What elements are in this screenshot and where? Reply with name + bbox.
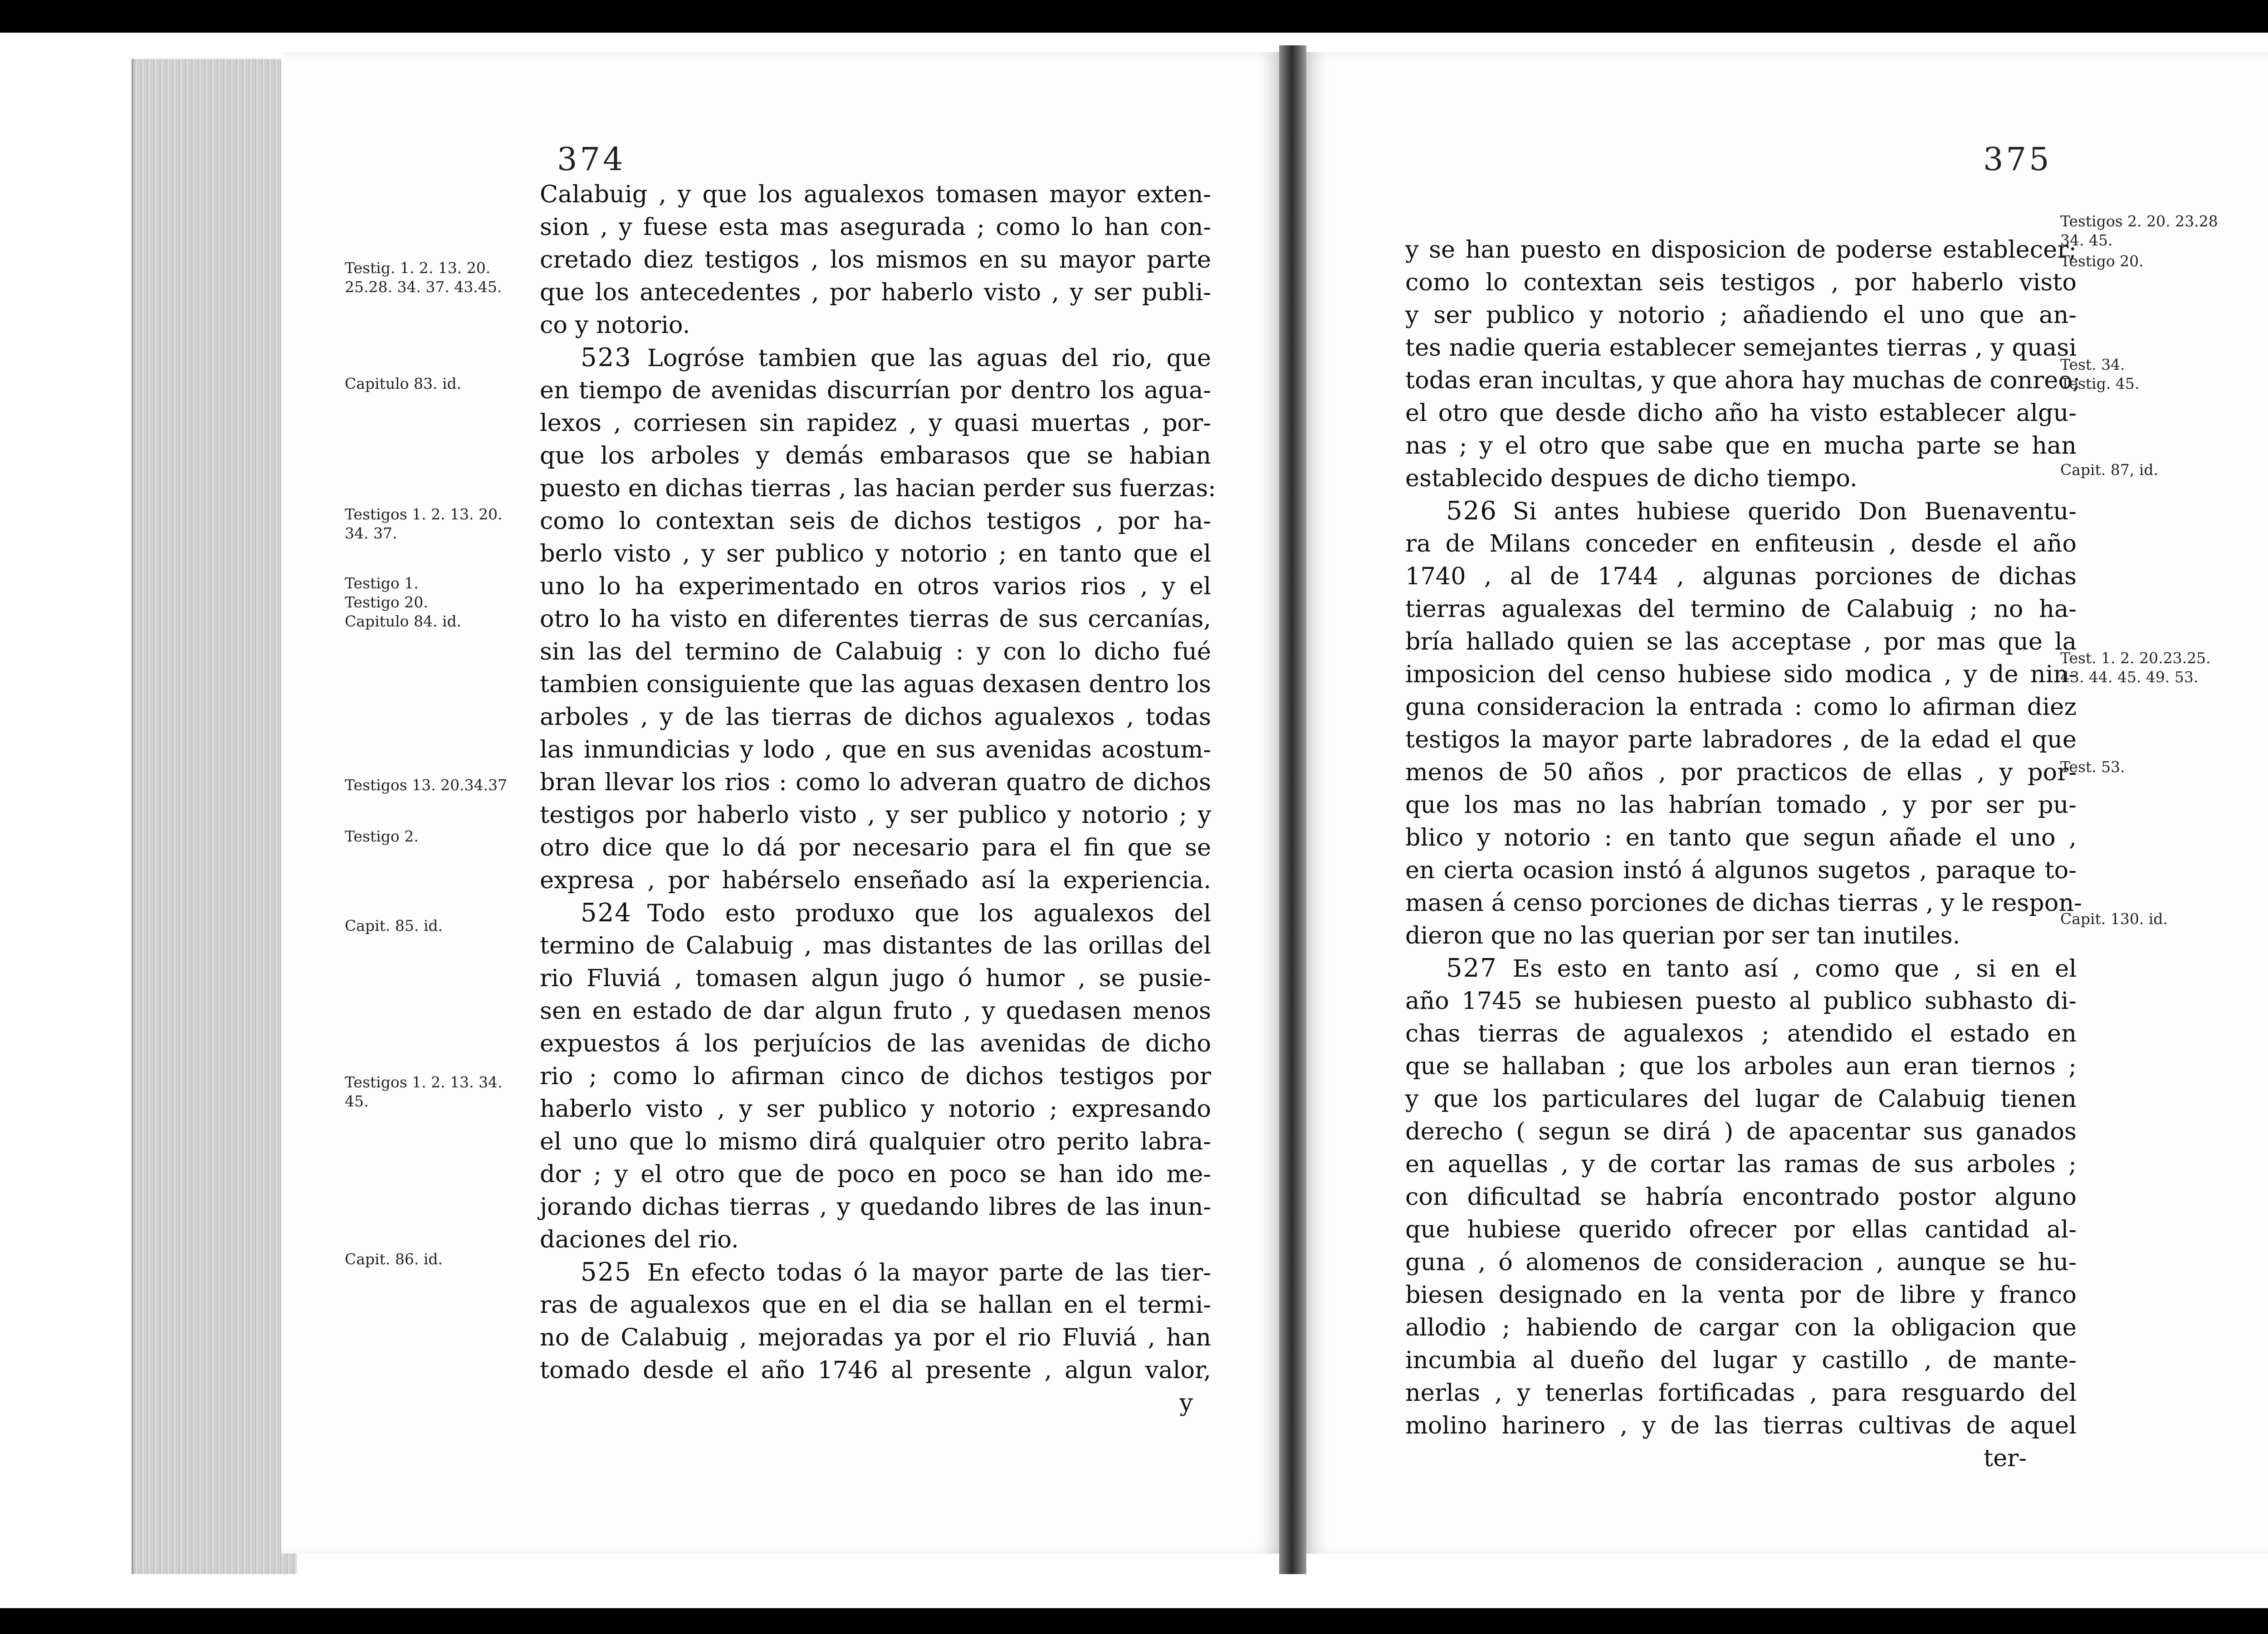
- text-line: bran llevar los rios : como lo adveran quatro de dichos: [540, 768, 1211, 796]
- text-line: dieron que no las querian por ser tan inutiles.: [1405, 922, 1960, 949]
- text-line: 1740 , al de 1744 , algunas porciones de dichas: [1405, 563, 2077, 590]
- side-note: Testig. 45.: [2060, 375, 2140, 392]
- text-line: biesen designado en la venta por de libre y franco: [1405, 1281, 2077, 1309]
- text-line: que los arboles y demás embarasos que se habian: [540, 442, 1211, 470]
- text-line: y se han puesto en disposicion de poderse establecer;: [1405, 236, 2077, 264]
- scan-border-top: [0, 0, 2268, 33]
- text-line: molino harinero , y de las tierras cultivas de aquel: [1405, 1412, 2077, 1439]
- left-body-text: [540, 178, 1216, 1419]
- side-note: Testigos 13. 20.34.37: [345, 776, 508, 794]
- text-line: incumbia al dueño del lugar y castillo , de mante-: [1405, 1346, 2077, 1374]
- text-line: en aquellas , y de cortar las ramas de sus arboles ;: [1405, 1150, 2077, 1178]
- text-line: no de Calabuig , mejoradas ya por el rio Fluviá , han: [540, 1324, 1211, 1351]
- text-line: chas tierras de agualexos ; atendido el estado en: [1405, 1020, 2077, 1047]
- text-line: como lo contextan seis de dichos testigos , por ha-: [540, 507, 1211, 535]
- paragraph-first-line: 524 Todo esto produxo que los agualexos del: [581, 898, 1211, 928]
- text-line: el uno que lo mismo dirá qualquier otro perito labra-: [540, 1128, 1211, 1155]
- text-line: con dificultad se habría encontrado postor alguno: [1405, 1183, 2077, 1211]
- side-note: Testigo 1. Testigo 20. Capitulo 84. id.: [345, 574, 462, 630]
- side-note: Testigo 20.: [2060, 252, 2144, 270]
- text-line: bría hallado quien se las acceptase , por mas que la: [1405, 628, 2077, 656]
- text-line: blico y notorio : en tanto que segun añade el uno ,: [1405, 824, 2077, 851]
- paragraph-first-line: 526 Si antes hubiese querido Don Buenaventu-: [1446, 496, 2077, 526]
- text-line: uno lo ha experimentado en otros varios rios , y el: [540, 572, 1211, 600]
- right-page: [1306, 52, 2268, 1554]
- paragraph-number: 526: [1446, 496, 1497, 526]
- side-note: Test. 34.: [2060, 356, 2125, 373]
- right-page-number: 375: [1983, 141, 2052, 178]
- text-line: expresa , por habérselo enseñado así la experiencia.: [540, 866, 1211, 894]
- side-note: Testigo 2.: [345, 827, 419, 845]
- text-line: tierras agualexas del termino de Calabuig ; no ha-: [1405, 595, 2077, 623]
- text-line: y que los particulares del lugar de Calabuig tienen: [1405, 1085, 2077, 1113]
- text-line: allodio ; habiendo de cargar con la obligacion que: [1405, 1314, 2077, 1341]
- left-page: [281, 52, 1279, 1554]
- text-line: establecido despues de dicho tiempo.: [1405, 465, 1857, 492]
- text-line: ras de agualexos que en el dia se hallan en el termi-: [540, 1291, 1211, 1319]
- side-note: Capit. 85. id.: [345, 917, 443, 934]
- text-line: masen á censo porciones de dichas tierras , y le respon-: [1405, 889, 2082, 917]
- text-line: rio ; como lo afirman cinco de dichos testigos por: [540, 1062, 1211, 1090]
- text-line: todas eran incultas, y que ahora hay muchas de conreo;: [1405, 367, 2081, 394]
- text-line: que los antecedentes , por haberlo visto , y ser publi-: [540, 279, 1211, 306]
- text-line: derecho ( segun se dirá ) de apacentar sus ganados: [1405, 1118, 2077, 1145]
- text-line: año 1745 se hubiesen puesto al publico subhasto di-: [1405, 987, 2077, 1015]
- scan-border-bottom: [0, 1608, 2268, 1634]
- paragraph-number: 524: [581, 898, 632, 928]
- side-note: Testigos 2. 20. 23.28 34. 45.: [2060, 212, 2218, 249]
- paragraph-first-line: 525 En efecto todas ó la mayor parte de las tier-: [581, 1257, 1211, 1287]
- paragraph-first-line: 527 Es esto en tanto así , como que , si en el: [1446, 954, 2077, 983]
- catchword: y: [1179, 1389, 1193, 1417]
- text-line: menos de 50 años , por practicos de ellas , y por-: [1405, 758, 2077, 786]
- text-line: sin las del termino de Calabuig : y con lo dicho fué: [540, 638, 1211, 665]
- side-note: Capitulo 83. id.: [345, 375, 462, 392]
- text-line: ra de Milans conceder en enfiteusin , desde el año: [1405, 530, 2077, 558]
- paragraph-number: 523: [581, 343, 632, 372]
- side-note: Test. 53.: [2060, 758, 2125, 776]
- text-line: y ser publico y notorio ; añadiendo el uno que an-: [1405, 301, 2077, 329]
- text-line: guna consideracion la entrada : como lo afirman diez: [1405, 693, 2077, 721]
- right-body-text: [1405, 234, 2082, 1475]
- paragraph-first-line: 523 Logróse tambien que las aguas del rio, que: [581, 343, 1211, 372]
- text-line: expuestos á los perjuícios de las avenidas de dicho: [540, 1030, 1211, 1057]
- text-line: cretado diez testigos , los mismos en su mayor parte: [540, 246, 1211, 274]
- text-line: que los mas no las habrían tomado , y por ser pu-: [1405, 791, 2077, 819]
- text-line: el otro que desde dicho año ha visto establecer algu-: [1405, 399, 2077, 427]
- text-line: en tiempo de avenidas discurrían por dentro los agua-: [540, 377, 1211, 404]
- side-note: Capit. 130. id.: [2060, 910, 2168, 928]
- text-line: co y notorio.: [540, 311, 690, 339]
- text-line: jorando dichas tierras , y quedando libres de las inun-: [540, 1193, 1211, 1221]
- side-note: Testig. 1. 2. 13. 20. 25.28. 34. 37. 43.45.: [345, 259, 502, 296]
- text-line: que se hallaban ; que los arboles aun eran tiernos ;: [1405, 1052, 2077, 1080]
- text-line: sen en estado de dar algun fruto , y quedasen menos: [540, 997, 1211, 1025]
- side-note: Capit. 86. id.: [345, 1250, 443, 1268]
- text-line: haberlo visto , y ser publico y notorio ; expresando: [540, 1095, 1211, 1123]
- text-line: las inmundicias y lodo , que en sus avenidas acostum-: [540, 736, 1211, 763]
- text-line: lexos , corriesen sin rapidez , y quasi muertas , por-: [540, 409, 1211, 437]
- text-line: puesto en dichas tierras , las hacian perder sus fuerzas:: [540, 475, 1216, 502]
- side-note: Capit. 87, id.: [2060, 461, 2158, 479]
- text-line: testigos por haberlo visto , y ser publico y notorio ; y: [540, 801, 1211, 829]
- text-line: nerlas , y tenerlas fortificadas , para resguardo del: [1405, 1379, 2077, 1407]
- text-line: imposicion del censo hubiese sido modica , y de nin-: [1405, 660, 2077, 688]
- text-line: arboles , y de las tierras de dichos agualexos , todas: [540, 703, 1211, 731]
- text-line: otro dice que lo dá por necesario para el fin que se: [540, 834, 1211, 861]
- text-line: nas ; y el otro que sabe que en mucha parte se han: [1405, 432, 2077, 460]
- text-line: dor ; y el otro que de poco en poco se han ido me-: [540, 1160, 1211, 1188]
- text-line: guna , ó alomenos de consideracion , aunque se hu-: [1405, 1248, 2077, 1276]
- text-line: berlo visto , y ser publico y notorio ; en tanto que el: [540, 540, 1211, 567]
- text-line: en cierta ocasion instó á algunos sugetos , paraque to-: [1405, 856, 2077, 884]
- paragraph-number: 525: [581, 1257, 632, 1287]
- text-line: tes nadie queria establecer semejantes tierras , y quasi: [1405, 334, 2077, 362]
- text-line: testigos la mayor parte labradores , de la edad el que: [1405, 726, 2077, 753]
- text-line: rio Fluviá , tomasen algun jugo ó humor , se pusie-: [540, 964, 1211, 992]
- text-line: como lo contextan seis testigos , por haberlo visto: [1405, 269, 2077, 296]
- text-line: termino de Calabuig , mas distantes de las orillas del: [540, 932, 1211, 959]
- text-line: sion , y fuese esta mas asegurada ; como lo han con-: [540, 213, 1211, 241]
- text-line: tambien consiguiente que las aguas dexasen dentro los: [540, 670, 1211, 698]
- side-note: Testigos 1. 2. 13. 20. 34. 37.: [345, 505, 503, 542]
- book-page-edges: [132, 59, 297, 1574]
- catchword: ter-: [1983, 1444, 2027, 1472]
- text-line: tomado desde el año 1746 al presente , algun valor,: [540, 1356, 1211, 1384]
- side-note: Test. 1. 2. 20.23.25. 43. 44. 45. 49. 53.: [2060, 649, 2211, 686]
- text-line: otro lo ha visto en diferentes tierras de sus cercanías,: [540, 605, 1211, 633]
- text-line: que hubiese querido ofrecer por ellas cantidad al-: [1405, 1216, 2077, 1243]
- side-note: Testigos 1. 2. 13. 34. 45.: [345, 1073, 503, 1110]
- text-line: Calabuig , y que los agualexos tomasen mayor exten-: [540, 181, 1211, 208]
- left-page-number: 374: [557, 141, 626, 178]
- text-line: daciones del rio.: [540, 1226, 739, 1253]
- book-gutter: [1279, 45, 1306, 1574]
- paragraph-number: 527: [1446, 954, 1497, 983]
